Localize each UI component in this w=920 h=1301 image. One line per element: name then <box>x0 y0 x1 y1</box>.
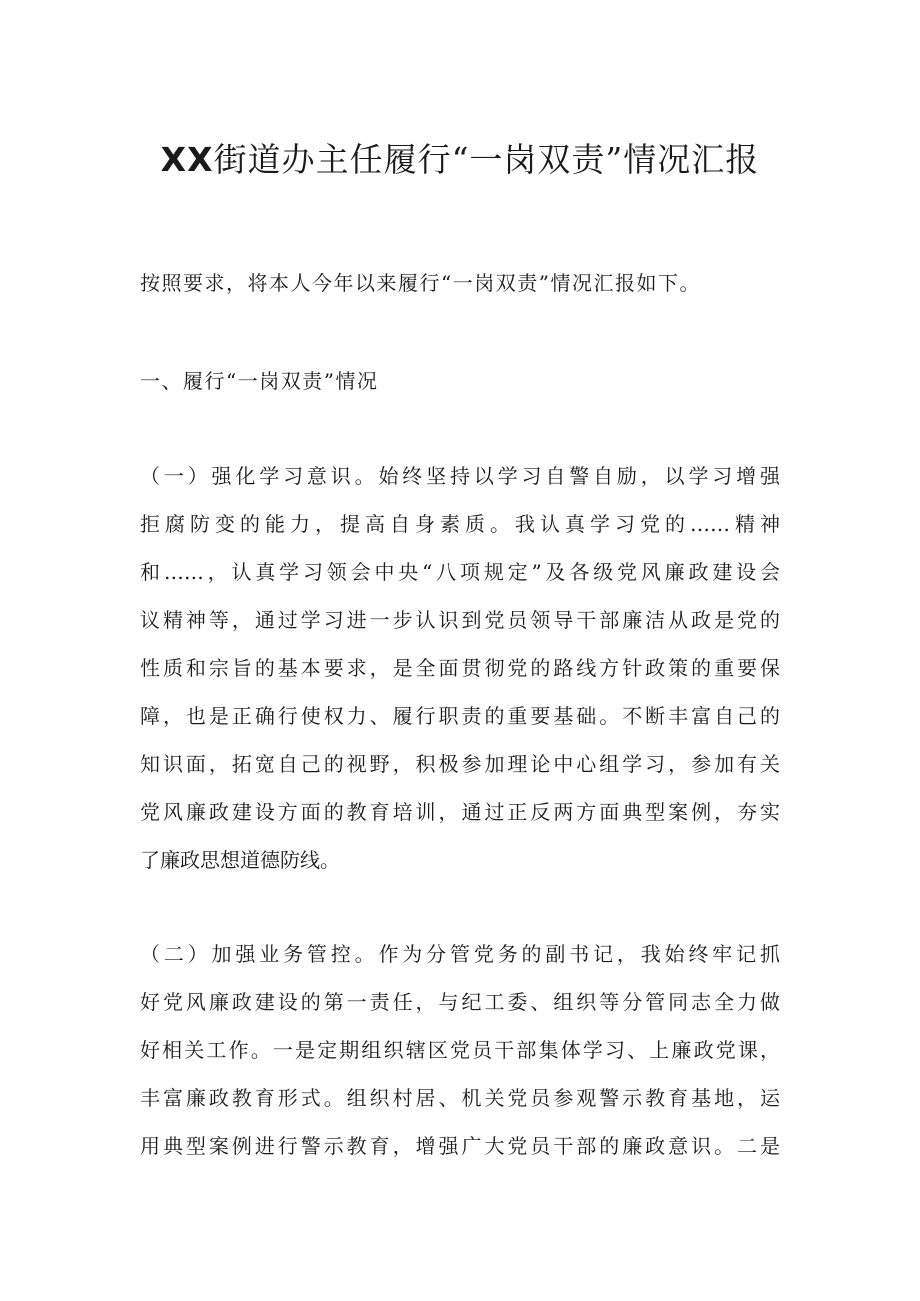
paragraph-line: 知识面，拓宽自己的视野，积极参加理论中心组学习，参加有关 <box>140 752 780 776</box>
paragraph-line: 了廉政思想道德防线。 <box>140 848 340 872</box>
paragraph-line: 性质和宗旨的基本要求，是全面贯彻党的路线方针政策的重要保 <box>140 656 780 680</box>
paragraph-line: （一）强化学习意识。始终坚持以学习自警自励，以学习增强 <box>140 464 780 488</box>
paragraph-line: 用典型案例进行警示教育，增强广大党员干部的廉政意识。二是 <box>140 1134 780 1158</box>
paragraph-line: 丰富廉政教育形式。组织村居、机关党员参观警示教育基地，运 <box>140 1086 780 1110</box>
paragraph-line: （二）加强业务管控。作为分管党务的副书记，我始终牢记抓 <box>140 942 780 966</box>
paragraph-line: 和……，认真学习领会中央“八项规定”及各级党风廉政建设会 <box>140 560 780 584</box>
title-text: 街道办主任履行“一岗双责”情况汇报 <box>213 140 760 179</box>
paragraph-line: 议精神等，通过学习进一步认识到党员领导干部廉洁从政是党的 <box>140 608 780 632</box>
paragraph-line: 障，也是正确行使权力、履行职责的重要基础。不断丰富自己的 <box>140 704 780 728</box>
paragraph-line: 好党风廉政建设的第一责任，与纪工委、组织等分管同志全力做 <box>140 990 780 1014</box>
intro-paragraph: 按照要求，将本人今年以来履行“一岗双责”情况汇报如下。 <box>140 271 701 295</box>
paragraph-1 <box>140 452 780 884</box>
document-title <box>0 138 920 182</box>
paragraph-2 <box>140 930 780 1170</box>
paragraph-line: 党风廉政建设方面的教育培训，通过正反两方面典型案例，夯实 <box>140 800 780 824</box>
section-heading: 一、履行“一岗双责”情况 <box>140 369 379 393</box>
paragraph-line: 拒腐防变的能力，提高自身素质。我认真学习党的……精神 <box>140 512 780 536</box>
title-prefix: XX <box>160 140 214 179</box>
paragraph-line: 好相关工作。一是定期组织辖区党员干部集体学习、上廉政党课， <box>140 1038 780 1062</box>
